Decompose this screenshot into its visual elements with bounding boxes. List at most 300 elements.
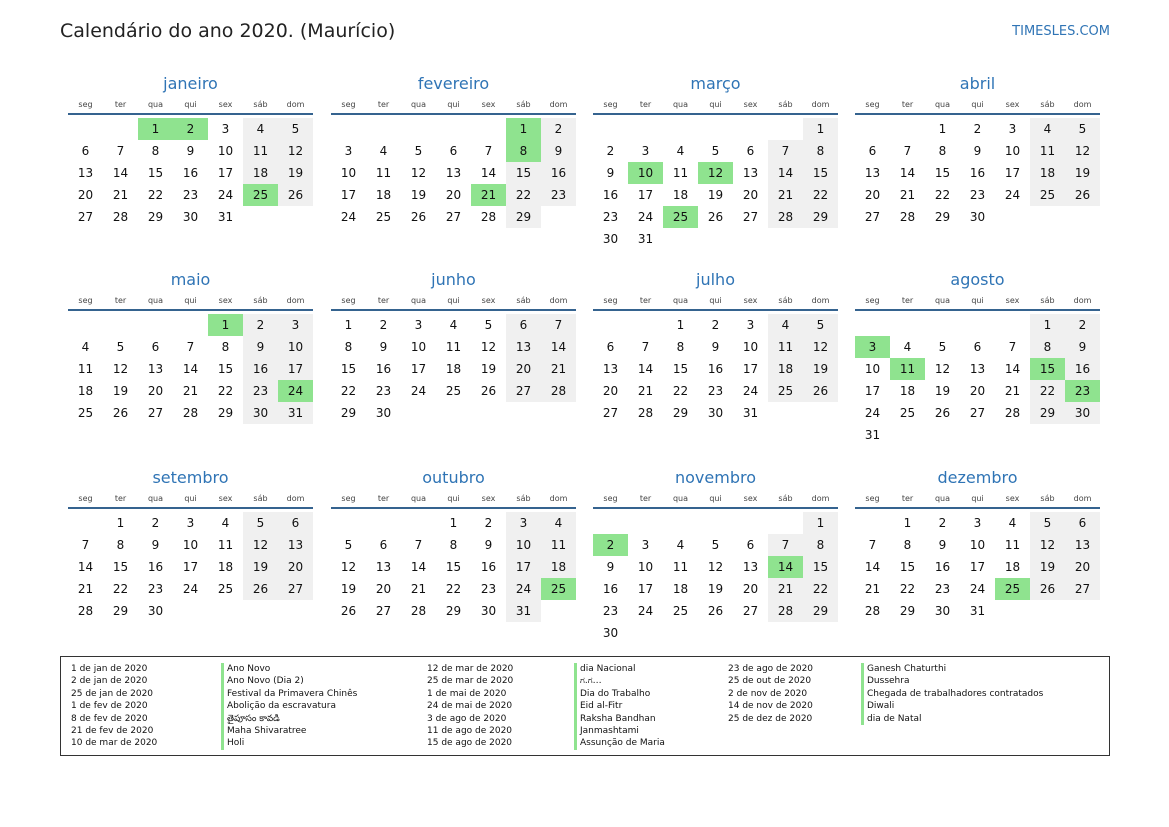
legend-date: 15 de ago de 2020 xyxy=(427,738,513,749)
day-cell: 11 xyxy=(541,534,576,556)
day-cell: 3 xyxy=(221,122,230,136)
day-cell: 1 xyxy=(1030,314,1065,336)
weekday-label: qui xyxy=(971,100,984,109)
day-cell: 10 xyxy=(864,362,881,376)
weekday-label: qua xyxy=(672,100,689,109)
day-cell: 21 xyxy=(864,582,881,596)
weekday-label: qua xyxy=(934,494,951,503)
holiday-day: 21 xyxy=(471,184,506,206)
holiday-day: 24 xyxy=(278,380,313,402)
day-cell: 4 xyxy=(676,538,685,552)
day-cell: 26 xyxy=(410,210,427,224)
day-cell: 28 xyxy=(864,604,881,618)
legend-date: 8 de fev de 2020 xyxy=(71,713,148,724)
empty-cell xyxy=(768,512,803,534)
holiday-day: 11 xyxy=(890,358,925,380)
day-cell: 3 xyxy=(641,538,650,552)
day-cell: 1 xyxy=(344,318,353,332)
day-cell: 7 xyxy=(81,538,90,552)
day-cell: 7 xyxy=(116,144,125,158)
day-cell: 9 xyxy=(151,538,160,552)
weekday-label: qui xyxy=(447,494,460,503)
day-cell: 10 xyxy=(1004,144,1021,158)
day-cell: 14 xyxy=(182,362,199,376)
empty-cell xyxy=(698,118,733,140)
empty-cell xyxy=(471,118,506,140)
day-cell: 27 xyxy=(77,210,94,224)
day-cell: 6 xyxy=(151,340,160,354)
day-cell: 29 xyxy=(803,600,838,622)
legend-holiday-name: Ano Novo (Dia 2) xyxy=(227,676,304,687)
day-cell: 9 xyxy=(606,560,615,574)
day-cell: 22 xyxy=(803,184,838,206)
weekday-label: qua xyxy=(410,100,427,109)
day-cell: 5 xyxy=(1065,118,1100,140)
month-julho xyxy=(593,269,838,424)
empty-cell xyxy=(855,512,890,534)
day-cell: 24 xyxy=(864,406,881,420)
day-cell: 13 xyxy=(602,362,619,376)
day-cell: 21 xyxy=(899,188,916,202)
legend-holiday-name: Festival da Primavera Chinês xyxy=(227,688,358,699)
weekday-label: seg xyxy=(78,100,93,109)
day-cell: 29 xyxy=(147,210,164,224)
day-cell: 19 xyxy=(803,358,838,380)
month-name: outubro xyxy=(422,468,485,487)
day-cell: 30 xyxy=(969,210,986,224)
day-cell: 3 xyxy=(278,314,313,336)
day-cell: 22 xyxy=(445,582,462,596)
holiday-day: 25 xyxy=(541,578,576,600)
weekday-label: sáb xyxy=(253,100,268,109)
legend-holiday-name: Janmashtami xyxy=(580,725,639,736)
day-cell: 21 xyxy=(77,582,94,596)
day-cell: 13 xyxy=(147,362,164,376)
day-cell: 13 xyxy=(742,560,759,574)
day-cell: 15 xyxy=(506,162,541,184)
holiday-day: 2 xyxy=(173,118,208,140)
day-cell: 21 xyxy=(768,184,803,206)
day-cell: 8 xyxy=(151,144,160,158)
day-cell: 14 xyxy=(77,560,94,574)
day-cell: 27 xyxy=(147,406,164,420)
weekday-label: seg xyxy=(603,100,618,109)
day-cell: 22 xyxy=(506,184,541,206)
day-cell: 19 xyxy=(410,188,427,202)
day-cell: 28 xyxy=(410,604,427,618)
weekday-label: ter xyxy=(639,494,652,503)
month-name: fevereiro xyxy=(417,74,490,93)
day-cell: 2 xyxy=(606,144,615,158)
day-cell: 27 xyxy=(375,604,392,618)
weekday-label: ter xyxy=(901,494,914,503)
day-cell: 28 xyxy=(541,380,576,402)
day-cell: 15 xyxy=(340,362,357,376)
day-cell: 21 xyxy=(768,578,803,600)
day-cell: 12 xyxy=(934,362,951,376)
empty-cell xyxy=(925,314,960,336)
legend-holiday-name: Abolição da escravatura xyxy=(227,701,336,712)
weekday-label: seg xyxy=(78,494,93,503)
day-cell: 7 xyxy=(484,144,493,158)
weekday-header xyxy=(593,489,838,509)
day-cell: 9 xyxy=(243,336,278,358)
weekday-header xyxy=(331,95,576,115)
day-cell: 26 xyxy=(243,578,278,600)
day-cell: 7 xyxy=(414,538,423,552)
day-cell: 17 xyxy=(182,560,199,574)
day-cell: 5 xyxy=(711,538,720,552)
day-cell: 13 xyxy=(445,166,462,180)
day-cell: 18 xyxy=(768,358,803,380)
day-cell: 11 xyxy=(243,140,278,162)
day-cell: 12 xyxy=(707,560,724,574)
legend-holiday-name: Raksha Bandhan xyxy=(580,713,656,724)
day-cell: 6 xyxy=(973,340,982,354)
day-cell: 21 xyxy=(410,582,427,596)
day-cell: 28 xyxy=(112,210,129,224)
weekday-label: qua xyxy=(410,296,427,305)
holiday-day: 8 xyxy=(506,140,541,162)
day-cell: 24 xyxy=(217,188,234,202)
day-cell: 13 xyxy=(1065,534,1100,556)
empty-cell xyxy=(960,314,995,336)
holiday-day: 23 xyxy=(1065,380,1100,402)
day-cell: 24 xyxy=(340,210,357,224)
empty-cell xyxy=(593,512,628,534)
page-title: Calendário do ano 2020. (Maurício) xyxy=(60,20,396,42)
weekday-label: dom xyxy=(1073,296,1092,305)
day-cell: 13 xyxy=(864,166,881,180)
legend-date: 25 de mar de 2020 xyxy=(427,676,514,687)
day-cell: 15 xyxy=(217,362,234,376)
weekday-label: ter xyxy=(639,100,652,109)
weekday-label: seg xyxy=(341,296,356,305)
day-cell: 24 xyxy=(182,582,199,596)
weekday-label: qui xyxy=(184,296,197,305)
day-cell: 25 xyxy=(77,406,94,420)
weekday-label: sáb xyxy=(778,494,793,503)
day-cell: 20 xyxy=(445,188,462,202)
day-cell: 13 xyxy=(375,560,392,574)
day-cell: 4 xyxy=(243,118,278,140)
day-cell: 6 xyxy=(868,144,877,158)
legend-date: 2 de jan de 2020 xyxy=(71,676,148,687)
day-cell: 27 xyxy=(864,210,881,224)
weekday-label: qua xyxy=(410,494,427,503)
day-cell: 8 xyxy=(116,538,125,552)
day-cell: 14 xyxy=(1004,362,1021,376)
day-cell: 9 xyxy=(711,340,720,354)
legend-dates-column xyxy=(728,663,813,725)
day-cell: 8 xyxy=(938,144,947,158)
weekday-label: sáb xyxy=(1040,100,1055,109)
day-cell: 15 xyxy=(672,362,689,376)
day-cell: 20 xyxy=(77,188,94,202)
day-cell: 27 xyxy=(969,406,986,420)
day-cell: 20 xyxy=(147,384,164,398)
day-cell: 1 xyxy=(449,516,458,530)
empty-cell xyxy=(628,118,663,140)
day-cell: 5 xyxy=(243,512,278,534)
weekday-label: sex xyxy=(218,100,233,109)
day-cell: 6 xyxy=(506,314,541,336)
weekday-header xyxy=(68,489,313,509)
day-cell: 28 xyxy=(768,600,803,622)
day-cell: 9 xyxy=(484,538,493,552)
weekday-label: sex xyxy=(1005,494,1020,503)
day-cell: 24 xyxy=(742,384,759,398)
day-cell: 29 xyxy=(899,604,916,618)
legend-date: 11 de ago de 2020 xyxy=(427,725,513,736)
legend-holiday-name: Assunção de Maria xyxy=(580,738,665,749)
brand-link[interactable]: TIMESLES.COM xyxy=(1012,24,1110,39)
legend-date: 23 de ago de 2020 xyxy=(728,664,814,674)
month-janeiro xyxy=(68,73,313,228)
day-cell: 14 xyxy=(637,362,654,376)
weekday-label: dom xyxy=(549,296,568,305)
day-cell: 19 xyxy=(1030,556,1065,578)
day-cell: 1 xyxy=(676,318,685,332)
weekday-header xyxy=(593,291,838,311)
legend-holiday-name: Diwali xyxy=(867,701,895,712)
day-cell: 19 xyxy=(707,582,724,596)
day-cell: 22 xyxy=(147,188,164,202)
weekday-label: ter xyxy=(377,494,390,503)
day-cell: 18 xyxy=(672,582,689,596)
day-cell: 24 xyxy=(1004,188,1021,202)
day-cell: 7 xyxy=(903,144,912,158)
empty-cell xyxy=(138,314,173,336)
day-cell: 2 xyxy=(151,516,160,530)
day-cell: 2 xyxy=(243,314,278,336)
day-cell: 31 xyxy=(742,406,759,420)
day-cell: 20 xyxy=(602,384,619,398)
day-cell: 6 xyxy=(606,340,615,354)
legend-date: 25 de out de 2020 xyxy=(728,676,812,687)
day-cell: 30 xyxy=(934,604,951,618)
day-cell: 4 xyxy=(81,340,90,354)
empty-cell xyxy=(331,512,366,534)
empty-cell xyxy=(436,118,471,140)
day-cell: 20 xyxy=(375,582,392,596)
weekday-label: dom xyxy=(549,494,568,503)
day-cell: 31 xyxy=(278,402,313,424)
legend-holiday-name: dia Nacional xyxy=(580,664,636,674)
day-cell: 18 xyxy=(217,560,234,574)
day-cell: 29 xyxy=(1030,402,1065,424)
day-cell: 9 xyxy=(606,166,615,180)
day-grid xyxy=(68,509,313,622)
legend-date: 21 de fev de 2020 xyxy=(71,725,154,736)
day-cell: 18 xyxy=(77,384,94,398)
day-cell: 5 xyxy=(1030,512,1065,534)
day-cell: 7 xyxy=(641,340,650,354)
empty-cell xyxy=(401,512,436,534)
day-cell: 11 xyxy=(768,336,803,358)
day-cell: 20 xyxy=(742,188,759,202)
empty-cell xyxy=(663,512,698,534)
day-cell: 10 xyxy=(182,538,199,552)
day-cell: 5 xyxy=(803,314,838,336)
day-cell: 5 xyxy=(344,538,353,552)
month-agosto xyxy=(855,269,1100,446)
day-cell: 6 xyxy=(746,538,755,552)
weekday-label: ter xyxy=(114,494,127,503)
day-cell: 21 xyxy=(182,384,199,398)
legend-date: 3 de ago de 2020 xyxy=(427,713,507,724)
month-name: janeiro xyxy=(163,74,218,93)
day-cell: 22 xyxy=(803,578,838,600)
day-cell: 30 xyxy=(182,210,199,224)
day-cell: 19 xyxy=(707,188,724,202)
empty-cell xyxy=(331,118,366,140)
empty-cell xyxy=(628,314,663,336)
day-cell: 4 xyxy=(379,144,388,158)
day-cell: 13 xyxy=(278,534,313,556)
month-outubro xyxy=(331,467,576,622)
day-cell: 28 xyxy=(1004,406,1021,420)
holiday-day: 12 xyxy=(698,162,733,184)
day-cell: 31 xyxy=(969,604,986,618)
legend-names-column xyxy=(861,663,1043,725)
day-cell: 14 xyxy=(899,166,916,180)
day-cell: 10 xyxy=(969,538,986,552)
day-cell: 7 xyxy=(186,340,195,354)
day-cell: 16 xyxy=(541,162,576,184)
weekday-label: sáb xyxy=(778,100,793,109)
day-cell: 15 xyxy=(112,560,129,574)
weekday-label: qui xyxy=(184,494,197,503)
weekday-label: sex xyxy=(1005,296,1020,305)
day-cell: 17 xyxy=(864,384,881,398)
day-cell: 17 xyxy=(278,358,313,380)
day-cell: 28 xyxy=(768,206,803,228)
legend-names-column xyxy=(221,663,357,750)
legend-date: 14 de nov de 2020 xyxy=(728,701,813,712)
day-cell: 8 xyxy=(221,340,230,354)
day-cell: 2 xyxy=(541,118,576,140)
day-cell: 31 xyxy=(864,428,881,442)
day-grid xyxy=(331,509,576,622)
day-cell: 30 xyxy=(243,402,278,424)
day-cell: 17 xyxy=(1004,166,1021,180)
day-cell: 29 xyxy=(934,210,951,224)
holiday-day: 25 xyxy=(243,184,278,206)
day-cell: 8 xyxy=(803,140,838,162)
day-cell: 28 xyxy=(77,604,94,618)
day-cell: 22 xyxy=(1030,380,1065,402)
day-cell: 23 xyxy=(934,582,951,596)
day-cell: 11 xyxy=(445,340,462,354)
weekday-label: dom xyxy=(549,100,568,109)
day-cell: 18 xyxy=(541,556,576,578)
day-cell: 21 xyxy=(1004,384,1021,398)
weekday-label: seg xyxy=(603,296,618,305)
day-cell: 27 xyxy=(742,604,759,618)
day-grid xyxy=(593,115,838,250)
day-cell: 26 xyxy=(707,210,724,224)
day-cell: 11 xyxy=(672,560,689,574)
empty-cell xyxy=(401,118,436,140)
day-cell: 11 xyxy=(672,166,689,180)
day-cell: 12 xyxy=(340,560,357,574)
month-name: abril xyxy=(959,74,996,93)
weekday-header xyxy=(855,95,1100,115)
day-cell: 1 xyxy=(903,516,912,530)
day-cell: 5 xyxy=(484,318,493,332)
legend-date: 10 de mar de 2020 xyxy=(71,738,158,749)
day-cell: 8 xyxy=(676,340,685,354)
day-cell: 26 xyxy=(278,184,313,206)
legend-holiday-name: Ano Novo xyxy=(227,664,271,674)
empty-cell xyxy=(733,118,768,140)
day-cell: 23 xyxy=(969,188,986,202)
day-cell: 25 xyxy=(672,604,689,618)
weekday-label: qui xyxy=(709,494,722,503)
holiday-day: 1 xyxy=(138,118,173,140)
day-cell: 20 xyxy=(1065,556,1100,578)
day-cell: 30 xyxy=(602,232,619,246)
day-cell: 9 xyxy=(379,340,388,354)
day-cell: 31 xyxy=(637,232,654,246)
day-cell: 25 xyxy=(1030,184,1065,206)
day-cell: 30 xyxy=(147,604,164,618)
day-cell: 17 xyxy=(340,188,357,202)
weekday-header xyxy=(855,291,1100,311)
day-cell: 20 xyxy=(742,582,759,596)
holiday-day: 25 xyxy=(995,578,1030,600)
day-cell: 13 xyxy=(77,166,94,180)
weekday-label: seg xyxy=(78,296,93,305)
day-cell: 13 xyxy=(969,362,986,376)
day-cell: 17 xyxy=(969,560,986,574)
holiday-day: 15 xyxy=(1030,358,1065,380)
day-cell: 23 xyxy=(541,184,576,206)
legend-date: 1 de fev de 2020 xyxy=(71,701,148,712)
day-cell: 3 xyxy=(506,512,541,534)
weekday-label: sáb xyxy=(1040,296,1055,305)
weekday-label: qui xyxy=(447,296,460,305)
day-cell: 4 xyxy=(541,512,576,534)
day-cell: 2 xyxy=(973,122,982,136)
weekday-label: sex xyxy=(218,494,233,503)
day-cell: 26 xyxy=(1030,578,1065,600)
month-name: julho xyxy=(696,270,735,289)
weekday-label: sex xyxy=(743,100,758,109)
day-grid xyxy=(855,115,1100,228)
empty-cell xyxy=(68,118,103,140)
weekday-label: qui xyxy=(971,494,984,503)
empty-cell xyxy=(663,118,698,140)
day-cell: 16 xyxy=(1065,358,1100,380)
empty-cell xyxy=(593,314,628,336)
day-cell: 30 xyxy=(480,604,497,618)
day-cell: 30 xyxy=(602,626,619,640)
legend-date: 25 de dez de 2020 xyxy=(728,713,813,724)
day-cell: 8 xyxy=(803,534,838,556)
day-cell: 23 xyxy=(707,384,724,398)
day-cell: 15 xyxy=(803,162,838,184)
weekday-label: ter xyxy=(901,100,914,109)
weekday-label: sáb xyxy=(778,296,793,305)
weekday-label: sáb xyxy=(516,494,531,503)
day-cell: 10 xyxy=(742,340,759,354)
day-cell: 25 xyxy=(768,380,803,402)
weekday-label: dom xyxy=(286,296,305,305)
day-cell: 15 xyxy=(445,560,462,574)
day-cell: 24 xyxy=(506,578,541,600)
